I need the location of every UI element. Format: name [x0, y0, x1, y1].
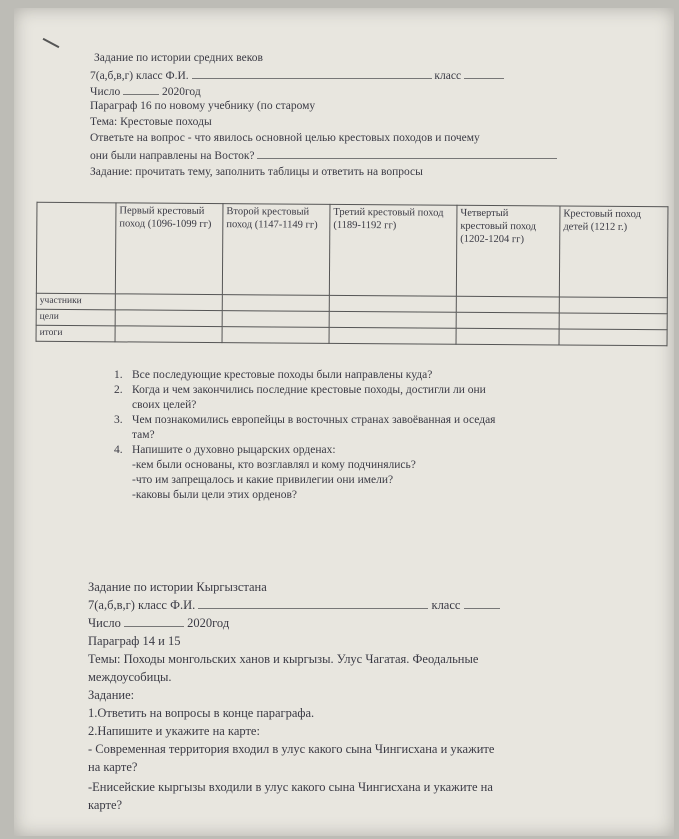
class-blank [464, 598, 500, 609]
date-blank [123, 84, 159, 95]
list-item: 2.Напишите и укажите на карте: [88, 724, 260, 738]
list-item: на карте? [88, 760, 138, 774]
table-header-cell: Крестовый поход детей (1212 г.) [559, 206, 668, 298]
list-item: своих целей? [132, 399, 197, 411]
table-header-cell: Первый крестовый поход (1096-1099 гг) [115, 203, 223, 295]
list-item: 2. Когда и чем закончились последние крестовые походы, достигли ли они [114, 384, 486, 396]
kyrgyz-title: Задание по истории Кыргызстана [88, 580, 267, 594]
list-item: 1.Ответить на вопросы в конце параграфа. [88, 706, 315, 720]
list-item: там? [132, 429, 155, 441]
kyrgyz-class-name: 7(а,б,в,г) класс Ф.И. [88, 598, 196, 612]
table-header-cell: Второй крестовый поход (1147-1149 гг) [222, 204, 330, 296]
kyrgyz-topic-2: междоусобицы. [88, 670, 172, 684]
medieval-date-line [90, 84, 201, 99]
medieval-year: 2020год [161, 86, 201, 98]
name-blank [198, 598, 428, 609]
list-item: -Енисейские кыргызы входили в улус какого сына Чингисхана и укажите на [88, 780, 493, 794]
medieval-question-2 [90, 148, 557, 163]
answer-blank [257, 148, 557, 159]
row-label: итоги [36, 325, 115, 342]
list-item: -каковы были цели этих орденов? [132, 489, 297, 501]
medieval-topic: Тема: Крестовые походы [90, 116, 212, 128]
row-label: цели [36, 309, 115, 326]
questions-list [114, 368, 664, 503]
table-header-cell: Четвертый крестовый поход (1202-1204 гг) [456, 205, 560, 297]
list-item: карте? [88, 798, 123, 812]
medieval-date-label: Число [90, 86, 121, 98]
list-item: - Современная территория входил в улус какого сына Чингисхана и укажите [88, 742, 495, 756]
name-blank [192, 68, 432, 79]
medieval-paragraph: Параграф 16 по новому учебнику (по старому [90, 100, 316, 112]
list-item: -что им запрещалось и какие привилегии они имели? [132, 474, 394, 486]
medieval-title: Задание по истории средних веков [94, 52, 263, 64]
medieval-question-2-text: они были направлены на Восток? [90, 150, 255, 162]
crusades-table [36, 202, 669, 346]
table-header-cell [36, 202, 116, 294]
list-item: 1. Все последующие крестовые походы были направлены куда? [114, 369, 433, 381]
medieval-question-1: Ответьте на вопрос - что явилось основной целью крестовых походов и почему [90, 132, 480, 144]
list-item: 3. Чем познакомились европейцы в восточных странах завоёванная и оседая [114, 414, 496, 426]
kyrgyz-year: 2020год [187, 616, 230, 630]
list-item: -кем были основаны, кто возглавлял и кому подчинялись? [132, 459, 416, 471]
medieval-task: Задание: прочитать тему, заполнить таблицы и ответить на вопросы [90, 166, 423, 178]
kyrgyz-date-label: Число [88, 616, 121, 630]
kyrgyz-task-label: Задание: [88, 688, 135, 702]
kyrgyz-class-label: класс [431, 598, 461, 612]
row-label: участники [36, 293, 115, 310]
table-row [36, 325, 667, 345]
medieval-class-name: 7(а,б,в,г) класс Ф.И. [90, 70, 189, 82]
list-item: 4. Напишите о духовно рыцарских орденах: [114, 444, 336, 456]
class-blank [464, 68, 504, 79]
table-header-row [36, 202, 668, 297]
medieval-class-label: класс [434, 70, 462, 82]
medieval-class-line [90, 68, 504, 83]
worksheet-page [14, 8, 674, 836]
date-blank [124, 616, 184, 627]
kyrgyz-date-line [88, 616, 229, 631]
pen-mark [43, 38, 60, 48]
kyrgyz-topic-1: Темы: Походы монгольских ханов и кыргызы. Улус Чагатая. Феодальные [88, 652, 479, 666]
kyrgyz-paragraph: Параграф 14 и 15 [88, 634, 181, 648]
table-header-cell: Третий крестовый поход (1189-1192 гг) [329, 204, 457, 296]
kyrgyz-class-line [88, 598, 500, 613]
